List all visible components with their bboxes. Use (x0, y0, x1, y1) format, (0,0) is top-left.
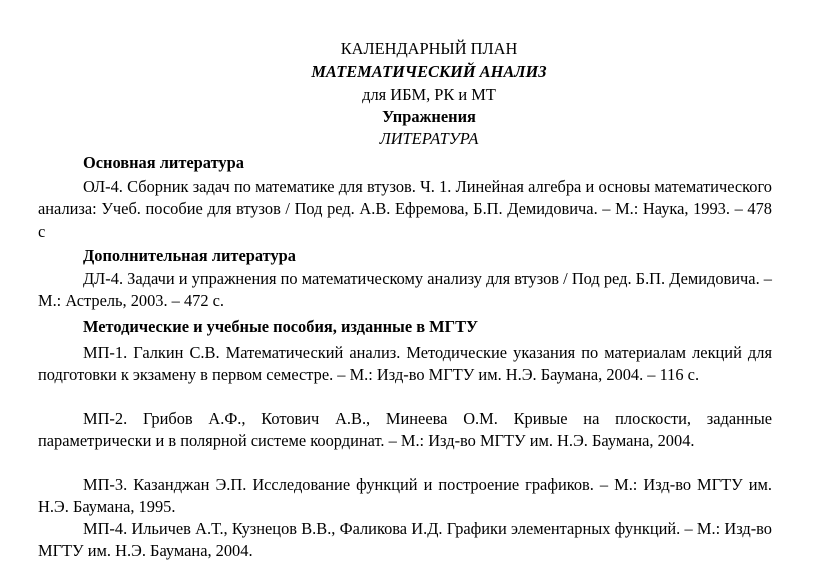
literature-entry-ol4: ОЛ-4. Сборник задач по математике для втузов. Ч. 1. Линейная алгебра и основы математического анализа: Учеб. пособие для втузов / Под ред. А.В. Ефремова, Б.П. Демидовича. – М.: Наука, 1993. – 478 с (38, 177, 772, 241)
literature-heading: ЛИТЕРАТУРА (379, 129, 479, 148)
literature-entry-mp2: МП-2. Грибов А.Ф., Котович А.В., Минеева О.М. Кривые на плоскости, заданные параметрически и в полярной системе координат. – М.: Изд-во МГТУ им. Н.Э. Баумана, 2004. (38, 409, 772, 451)
exercises-heading: Упражнения (382, 107, 476, 126)
additional-literature-heading: Дополнительная литература (83, 246, 296, 265)
literature-entry-mp3: МП-3. Казанджан Э.П. Исследование функций и построение графиков. – М.: Изд-во МГТУ им. Н.Э. Баумана, 1995. (38, 475, 772, 517)
methodical-literature-heading: Методические и учебные пособия, изданные в МГТУ (83, 317, 479, 336)
literature-entry-dl4: ДЛ-4. Задачи и упражнения по математическому анализу для втузов / Под ред. Б.П. Демидовича. – М.: Астрель, 2003. – 472 с. (38, 269, 772, 311)
literature-entry-mp1: МП-1. Галкин С.В. Математический анализ. Методические указания по материалам лекций для подготовки к экзамену в первом семестре. – М.: Изд-во МГТУ им. Н.Э. Баумана, 2004. – 116 с. (38, 343, 772, 385)
document-title: КАЛЕНДАРНЫЙ ПЛАН (340, 39, 518, 58)
literature-entry-mp4: МП-4. Ильичев А.Т., Кузнецов В.В., Фаликова И.Д. Графики элементарных функций. – М.: Изд-во МГТУ им. Н.Э. Баумана, 2004. (38, 519, 772, 561)
audience-line: для ИБМ, РК и МТ (362, 85, 496, 104)
main-literature-heading: Основная литература (83, 153, 244, 172)
subject-title: МАТЕМАТИЧЕСКИЙ АНАЛИЗ (311, 62, 547, 81)
